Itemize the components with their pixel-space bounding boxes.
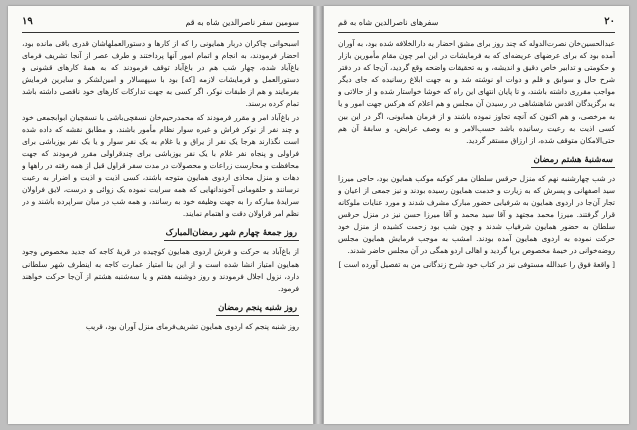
paragraph: [ واقعهٔ فوق را عبدالله مستوفی نیز در کتاب خود شرح زندگانی من به تفصیل آورده است ] xyxy=(338,259,615,269)
page-number: ۲۰ xyxy=(604,16,615,27)
right-page xyxy=(324,6,629,424)
section-heading: روز شنبه پنجم رمضان xyxy=(216,302,299,316)
running-title: سفرهای ناصرالدین شاه به قم xyxy=(338,18,439,27)
section-heading: روز جمعهٔ چهارم شهر رمضان‌المبارک xyxy=(164,227,299,241)
left-page-header xyxy=(22,16,299,33)
running-title: سومین سفر ناصرالدین شاه به قم xyxy=(185,18,299,27)
right-page-body xyxy=(338,38,615,418)
book-gutter xyxy=(314,6,323,424)
paragraph: از باغ‌آباد به حرکت و فرش اردوی همایون کوچیده در قریهٔ کاجه که جدید مخصوص وجود همایون امتیاز انشا شده است و از این بنا امتیاز عمارت کاجه به اینطرف شهر سلطانی دارد، نزول اجلال فرمودند و روز دوشنبه هفتم و یا سه‌شنبه هشتم از آن‌جا حرکت خواهند فرمود. xyxy=(22,247,299,293)
paragraph: روز شنبه پنجم که اردوی همایون تشریف‌فرمای منزل آوران بود، قریب xyxy=(85,321,299,331)
paragraph: در باغ‌آباد امر و مقرر فرمودند که محمدرحیم‌خان نسقچی‌باشی با نسقچیان ابوابجمعی خود و چند نفر از نوکر فراش و غیره سوار نظام مأمور باشند، و مطابق نقشه که داده شده است نگذارند هرجا یک نفر از یراق و یا غلام به یک نفر سوار و یا یک نفر یوزباشی برای فراولی و پنجاه نفر غلام با یک نفر یوزباشی برای چندقراولی مقرر فرمودند که جهت محافظت و محارست زراعات و محصولات در مدت سفر قراول قبل از همه رفته در راهها و دهات و منزل محاذی اردوی همایون متوجه باشند، کسی اذیت و اذیت و اضرار به رعیت نرسانند و حلقومانی آخوندانهایی که همه سرایت نموده یک زوائی و درست، لایق فراولان سرایدهٔ مبارکه را به جهت وظیفه خود به رسانند، و همه شب در میان سراپرده باشند و در نظم امر قراولان دقت و اهتمام نمایند. xyxy=(22,112,299,219)
paragraph: عبدالحسین‌خان نصرت‌الدوله که چند روز برای مشق احضار به دارالخلافه شده بود، به آوران آمده بود که برای عرضهای عریضه‌ای که به فرمایشات در این امر چون مقام مأمورین بازار و حکومتی و تدابیر خاص دقیق و اندیشه، و به تحقیقات واضحه وقع گردید، آن‌جا که در دفتر شرح حال و سوابق و قلم و دوات او نوشته شد و به جهت ابلاغ رسانیده که جای دیگر مواجب مقرری داشته باشند، و تا پایان انتهای این راه که خوشا خواستار شده و از حالاتی و به برگزیدگان اقدس شاهنشاهی در رسیدن آن مجلس و هم اعلام که هرکس جهت امور و یا به مرخصی، و هم اکنون که آنچه تجاوز نموده باشند و از فرمان همایونی، اگر در این بین کسی اذیت به رعیت رسانیده باشد حسب‌الامر و به وصف عرایض، و سابقهٔ آن هم حتی‌الامکان متوقف شده، از ارزاق مستقر گردید. xyxy=(338,39,615,145)
paragraph: در شب چهارشنبه نهم که منزل حرقس سلطان مقر کوکبه موکب همایون بود، حاجی میرزا سید اصفهانی و پسرش که به زیارت و خدمت همایون رسیده بودند و نیز جمعی از اعیان و تجار آن‌جا در اردوی همایون به شرفیابی حضور مبارک مشرف شدند و مورد عنایات ملوکانه قرار گرفتند. میرزا محمد مجتهد و آقا سید محمد و آقا میرزا حسن نیز در منزل حرقس سلطان به حضور همایون شرفیاب شدند و چون شب بود زحمت کشیده از منزل خود حرکت نموده به اردوی همایون آمده بودند. امشب به موجب فرمایش همایون مجلس روضه‌خوانی در خیمهٔ مخصوص برپا گردید و اهالی اردو همگی در آن مجلس حاضر شدند. xyxy=(338,173,615,256)
left-page xyxy=(8,6,313,424)
page-number: ۱۹ xyxy=(22,16,33,27)
section-heading: سه‌شنبهٔ هشتم رمضان xyxy=(531,154,615,168)
right-page-header xyxy=(338,16,615,33)
left-page-body xyxy=(22,38,299,418)
paragraph: اسبحوانی چاکران دربار همایونی را که از کارها و دستورالعملهاشان قدری باقی مانده بود، احضار فرمودند، به انجام و اتمام امور آنها پرداختند و طرف عصر از آنجا تشریف فرمای باغ‌آباد شده، چهار شب هم در باغ‌آباد توقف فرمودند که به همهٔ کارهای قشونی و دستورالعمل و فرمایشات لازمه [که] بود با سپهسالار و امین‌لشکر و سایرین فرمایش بفرمایند و هم از طبقات نوکر، اگر کسی به جهت تدارکات کارهای خود ناقصی داشته باشد تمام کرده برسند. xyxy=(22,39,299,109)
